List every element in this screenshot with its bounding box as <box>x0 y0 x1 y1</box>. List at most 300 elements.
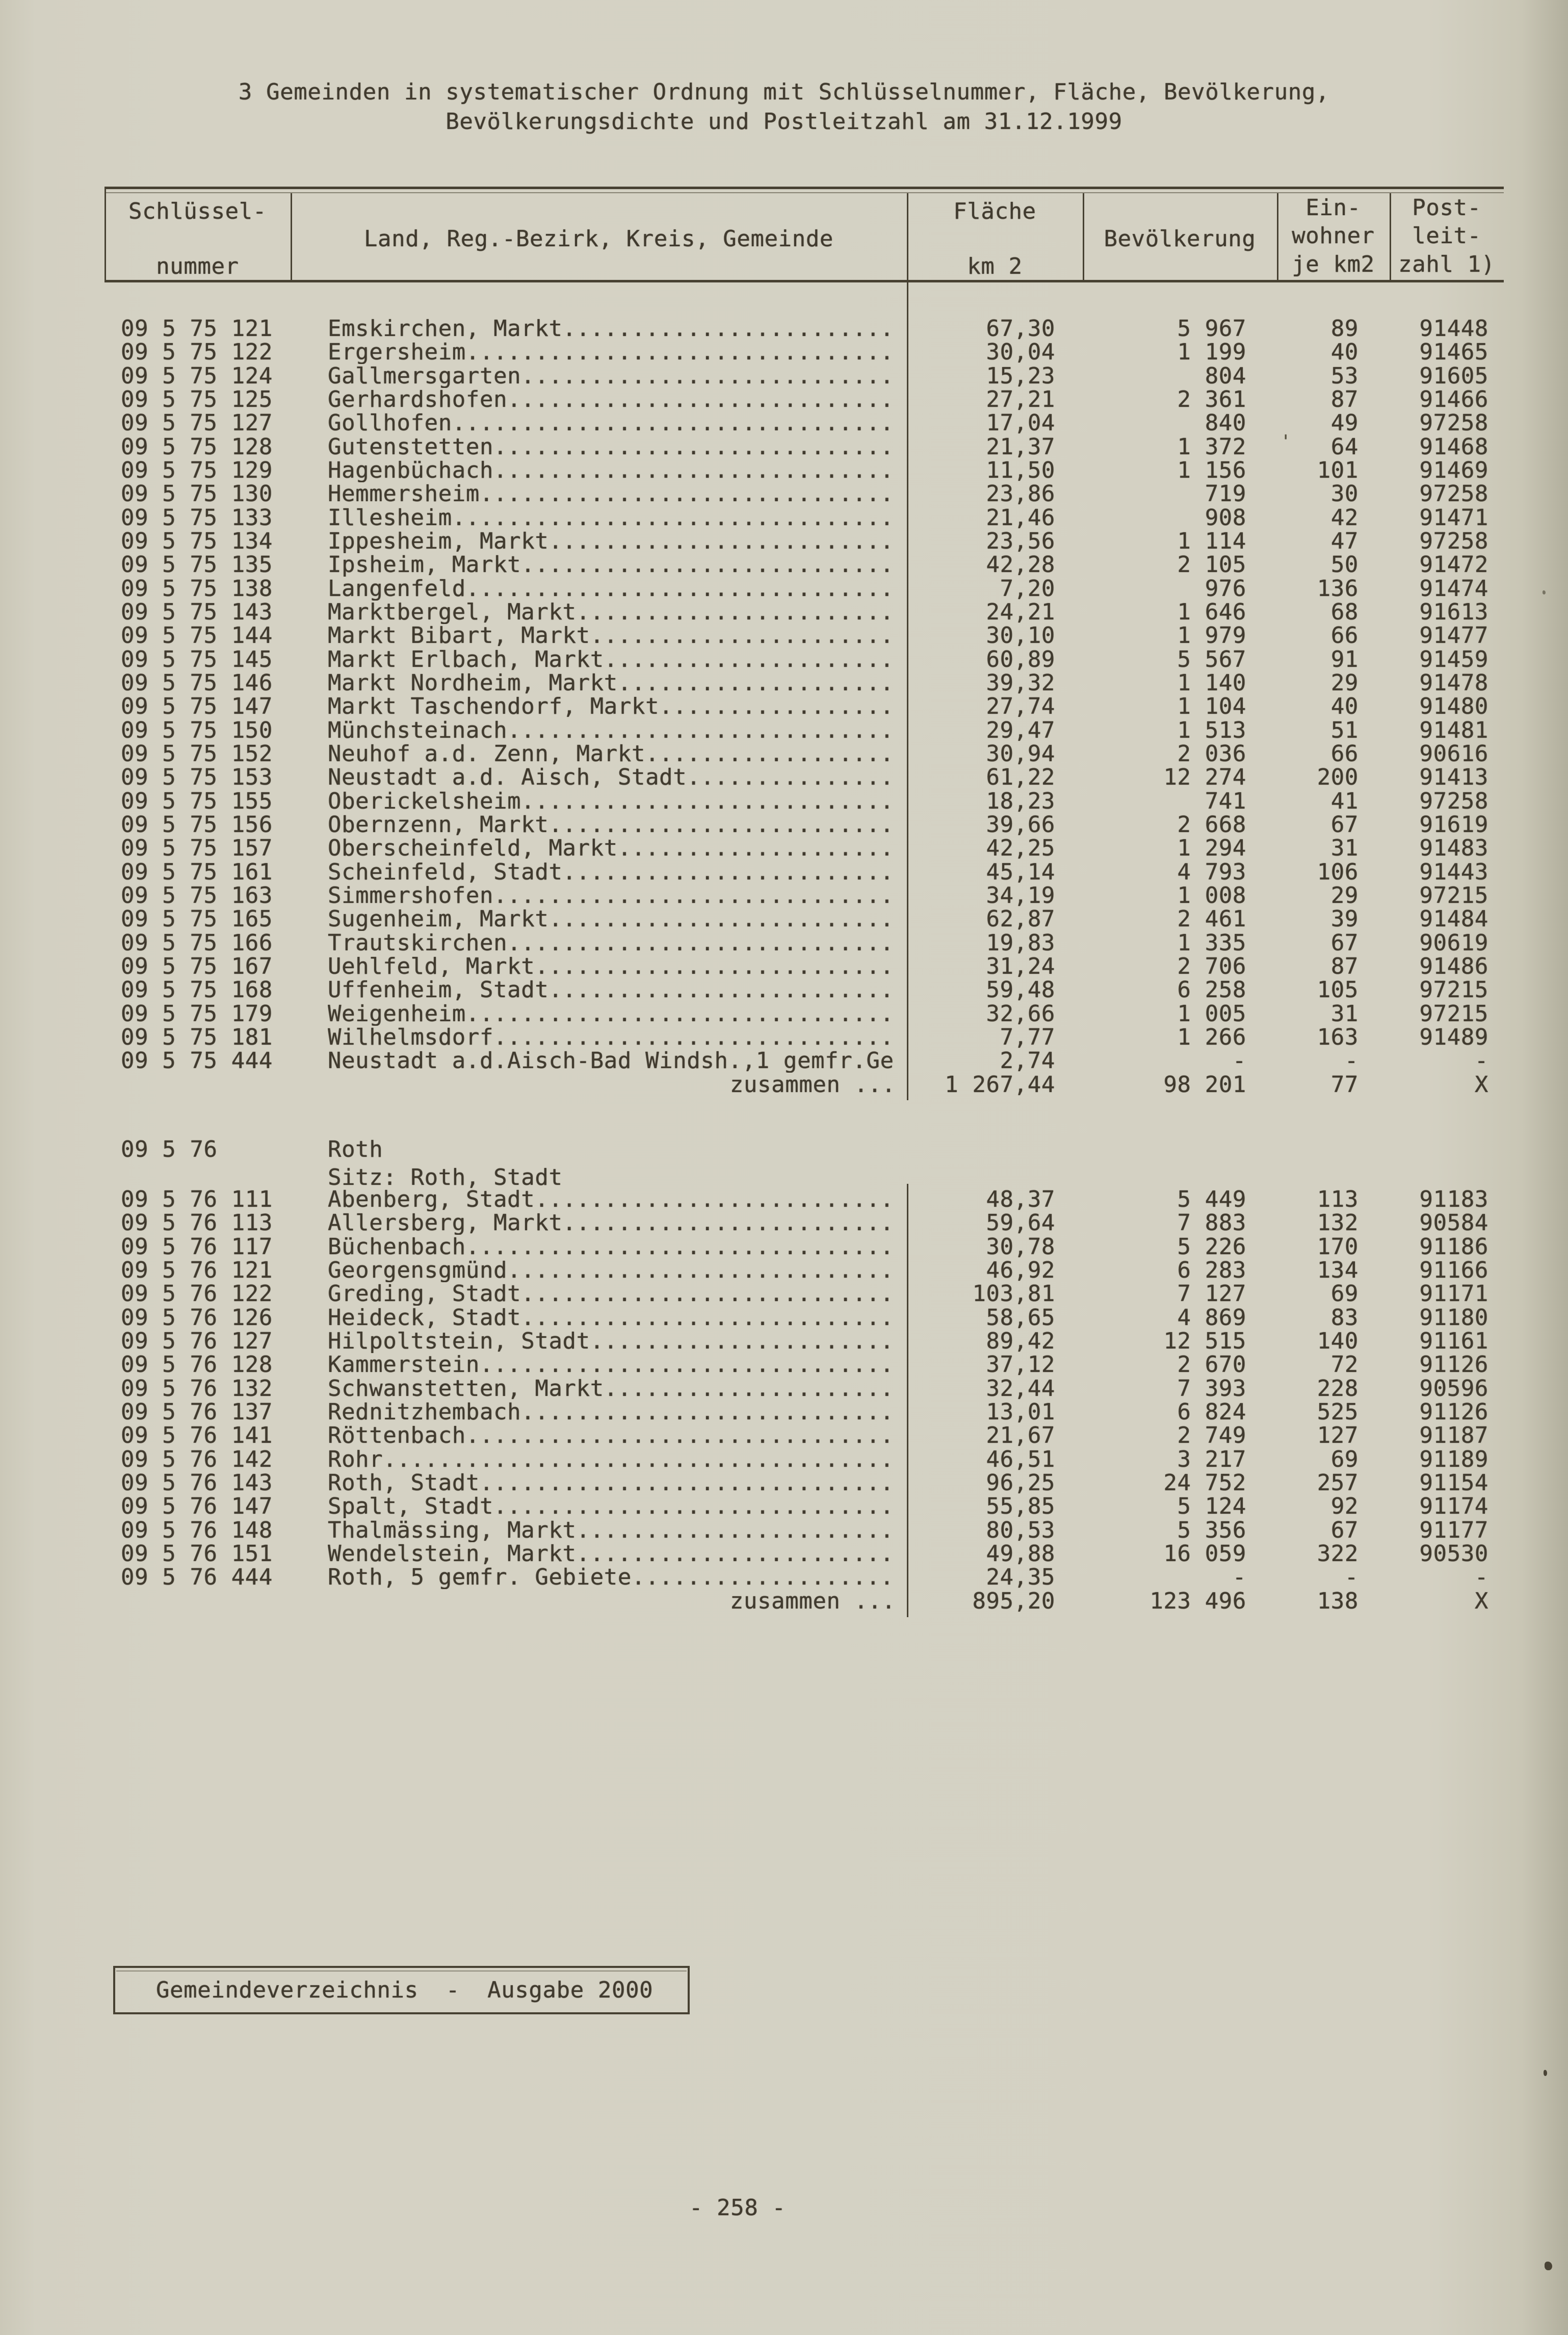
dot-leader <box>507 931 896 955</box>
row-name-cell <box>328 577 896 601</box>
row-key: 09 5 76 444 <box>121 1564 273 1591</box>
row-name-cell <box>328 742 896 766</box>
row-density: 132 <box>1317 1210 1358 1236</box>
row-area-km2: 11,50 <box>986 457 1055 483</box>
table-row <box>0 648 1568 671</box>
row-name-cell <box>328 1211 896 1235</box>
row-name-cell <box>328 601 896 624</box>
municipality-name: Oberickelsheim <box>328 789 521 813</box>
row-name-cell <box>328 1448 896 1471</box>
dot-leader <box>604 1377 896 1400</box>
municipality-name: Markt Bibart, Markt <box>328 624 590 648</box>
municipality-name: Spalt, Stadt <box>328 1495 494 1519</box>
table-row <box>0 1448 1568 1471</box>
table-row <box>0 861 1568 884</box>
row-key: 09 5 75 444 <box>121 1048 273 1074</box>
row-key: 09 5 75 144 <box>121 622 273 649</box>
row-area-km2: 30,04 <box>986 339 1055 366</box>
table-row <box>0 362 1568 389</box>
table-row <box>0 1211 1568 1235</box>
row-population: 719 <box>1205 481 1246 507</box>
row-key: 09 5 76 148 <box>121 1517 273 1543</box>
table-row <box>0 1282 1568 1306</box>
row-density: 87 <box>1330 386 1358 412</box>
dot-leader <box>521 1306 896 1330</box>
row-key: 09 5 75 165 <box>121 906 273 932</box>
row-population: 16 059 <box>1163 1540 1246 1567</box>
municipality-name: Neuhof a.d. Zenn, Markt <box>328 742 646 766</box>
row-population: 1 513 <box>1177 717 1246 743</box>
dot-leader <box>535 955 896 978</box>
dot-leader <box>563 1211 896 1235</box>
row-key: 09 5 76 127 <box>121 1328 273 1354</box>
dot-leader <box>521 1282 896 1306</box>
dot-leader <box>383 1448 896 1471</box>
municipality-name: Schwanstetten, Markt <box>328 1377 604 1400</box>
row-density: 42 <box>1330 504 1358 531</box>
row-population: 123 496 <box>1149 1588 1246 1614</box>
row-name-cell <box>328 719 896 742</box>
row-postal-code: 91413 <box>1419 764 1488 791</box>
row-name-cell <box>328 1471 896 1495</box>
row-key: 09 5 76 137 <box>121 1398 273 1425</box>
row-area-km2: 31,24 <box>986 953 1055 979</box>
table-header-bottom-rule <box>104 280 1504 282</box>
dot-leader <box>507 719 896 742</box>
municipality-name: Rohr <box>328 1447 383 1471</box>
row-density: 89 <box>1330 316 1358 342</box>
dot-leader <box>452 506 896 530</box>
row-density: 91 <box>1330 646 1358 672</box>
row-area-km2: 21,67 <box>986 1422 1055 1449</box>
dot-leader <box>493 1026 896 1049</box>
row-name-cell <box>328 1542 896 1566</box>
row-area-km2: 59,64 <box>986 1210 1055 1236</box>
dot-leader <box>466 1235 896 1259</box>
row-density: 67 <box>1330 929 1358 956</box>
row-key: 09 5 75 161 <box>121 859 273 885</box>
row-area-km2: 23,86 <box>986 481 1055 507</box>
scan-speck <box>1545 2262 1552 2270</box>
row-density: 105 <box>1317 977 1358 1003</box>
row-area-km2: 7,77 <box>1000 1024 1055 1050</box>
row-area-km2: 39,66 <box>986 811 1055 838</box>
col-header-key-line2: nummer <box>156 253 239 279</box>
row-density: 40 <box>1330 693 1358 720</box>
table-row <box>0 577 1568 601</box>
table-total-row <box>0 1590 1568 1613</box>
municipality-name: Neustadt a.d.Aisch-Bad Windsh.,1 gemfr.Ge <box>328 1049 894 1073</box>
municipality-name: Marktbergel, Markt <box>328 600 577 624</box>
municipality-name: Ipsheim, Markt <box>328 553 521 577</box>
municipality-name: Langenfeld <box>328 577 466 601</box>
row-key: 09 5 76 132 <box>121 1375 273 1402</box>
row-area-km2: 46,92 <box>986 1257 1055 1283</box>
row-name-cell <box>328 648 896 671</box>
row-population: 1 266 <box>1177 1024 1246 1050</box>
table-row <box>0 671 1568 695</box>
municipality-name: Uehlfeld, Markt <box>328 954 535 978</box>
municipality-name: Gollhofen <box>328 411 452 435</box>
row-postal-code: 91180 <box>1419 1304 1488 1331</box>
table-row <box>0 1377 1568 1400</box>
dot-leader <box>687 766 896 789</box>
row-key: 09 5 75 143 <box>121 599 273 625</box>
row-density: 51 <box>1330 717 1358 743</box>
row-density: 127 <box>1317 1422 1358 1449</box>
row-postal-code: 97258 <box>1419 788 1488 814</box>
row-name-cell <box>328 1353 896 1377</box>
table-row <box>0 1353 1568 1377</box>
municipality-name: Thalmässing, Markt <box>328 1518 577 1542</box>
table-row <box>0 1471 1568 1495</box>
row-postal-code: 91489 <box>1419 1024 1488 1050</box>
row-area-km2: 103,81 <box>972 1281 1055 1307</box>
table-row <box>0 624 1568 647</box>
dot-leader <box>480 1471 896 1495</box>
section-name: Roth <box>328 1136 383 1162</box>
row-key: 09 5 75 125 <box>121 386 273 412</box>
row-area-km2: 89,42 <box>986 1328 1055 1354</box>
row-area-km2: 895,20 <box>972 1588 1055 1614</box>
table-row <box>0 978 1568 1002</box>
row-density: 30 <box>1330 481 1358 507</box>
row-name-cell <box>328 411 896 435</box>
row-population: 908 <box>1205 504 1246 531</box>
row-population: 5 124 <box>1177 1493 1246 1520</box>
row-postal-code: 91466 <box>1419 386 1488 412</box>
table-row <box>0 931 1568 955</box>
row-population: 2 749 <box>1177 1422 1246 1449</box>
row-density: 92 <box>1330 1493 1358 1520</box>
table-row <box>0 813 1568 837</box>
dot-leader <box>659 695 896 718</box>
row-key: 09 5 75 167 <box>121 953 273 979</box>
row-postal-code: 91477 <box>1419 622 1488 649</box>
row-key: 09 5 75 129 <box>121 457 273 483</box>
row-name-cell <box>328 1377 896 1400</box>
row-density: 163 <box>1317 1024 1358 1050</box>
table-row <box>0 766 1568 789</box>
row-density: 47 <box>1330 528 1358 554</box>
row-postal-code: 90530 <box>1419 1540 1488 1567</box>
dot-leader <box>493 1495 896 1518</box>
row-area-km2: 34,19 <box>986 882 1055 909</box>
row-postal-code: 91171 <box>1419 1281 1488 1307</box>
row-population: - <box>1232 1564 1246 1591</box>
municipality-name: Roth, Stadt <box>328 1471 480 1495</box>
row-population: 6 824 <box>1177 1398 1246 1425</box>
table-header-top-rule-echo <box>104 192 1504 193</box>
row-area-km2: 19,83 <box>986 929 1055 956</box>
row-density: 31 <box>1330 835 1358 862</box>
row-density: 67 <box>1330 1517 1358 1543</box>
row-key: 09 5 75 138 <box>121 575 273 602</box>
dot-leader <box>493 884 896 907</box>
stray-mark-artifact: ' <box>1280 431 1291 452</box>
row-key: 09 5 75 153 <box>121 764 273 791</box>
row-key: 09 5 75 155 <box>121 788 273 814</box>
dot-leader <box>577 1542 896 1566</box>
municipality-name: Obernzenn, Markt <box>328 813 549 837</box>
row-population: 5 967 <box>1177 316 1246 342</box>
municipality-name: Markt Taschendorf, Markt <box>328 695 660 719</box>
municipality-name: Greding, Stadt <box>328 1282 521 1306</box>
dot-leader <box>548 813 896 837</box>
row-key: 09 5 76 151 <box>121 1540 273 1567</box>
row-population: 4 869 <box>1177 1304 1246 1331</box>
row-population: 840 <box>1205 410 1246 436</box>
row-density: 170 <box>1317 1233 1358 1260</box>
row-postal-code: 91486 <box>1419 953 1488 979</box>
table-row <box>0 907 1568 931</box>
row-name-cell <box>328 861 896 884</box>
col-header-density-line1: Ein- <box>1305 195 1361 221</box>
municipality-name: Heideck, Stadt <box>328 1306 521 1330</box>
section-key: 09 5 76 <box>121 1136 218 1162</box>
municipality-name: Illesheim <box>328 506 452 530</box>
row-postal-code: 91472 <box>1419 552 1488 578</box>
row-area-km2: 30,10 <box>986 622 1055 649</box>
row-population: 12 515 <box>1163 1328 1246 1354</box>
row-area-km2: 39,32 <box>986 669 1055 696</box>
row-name-cell <box>328 1188 896 1211</box>
row-postal-code: X <box>1474 1071 1488 1098</box>
row-key: 09 5 75 124 <box>121 362 273 389</box>
row-population: 1 646 <box>1177 599 1246 625</box>
table-row <box>0 695 1568 718</box>
municipality-name: Markt Nordheim, Markt <box>328 671 618 695</box>
row-postal-code: 91605 <box>1419 362 1488 389</box>
row-density: 83 <box>1330 1304 1358 1331</box>
dot-leader <box>894 1049 896 1073</box>
total-label: zusammen ... <box>729 1073 896 1097</box>
col-header-name: Land, Reg.-Bezirk, Kreis, Gemeinde <box>363 226 834 252</box>
row-postal-code: 91186 <box>1419 1233 1488 1260</box>
row-area-km2: 59,48 <box>986 977 1055 1003</box>
row-key: 09 5 75 157 <box>121 835 273 862</box>
dot-leader <box>480 482 896 506</box>
row-density: 322 <box>1317 1540 1358 1567</box>
table-row <box>0 341 1568 364</box>
row-postal-code: 97215 <box>1419 977 1488 1003</box>
row-postal-code: 91613 <box>1419 599 1488 625</box>
row-area-km2: 30,94 <box>986 740 1055 767</box>
row-postal-code: 91484 <box>1419 906 1488 932</box>
row-density: 39 <box>1330 906 1358 932</box>
col-header-postal-line3: zahl 1) <box>1398 251 1495 277</box>
row-density: - <box>1344 1048 1358 1074</box>
row-density: 66 <box>1330 740 1358 767</box>
row-area-km2: 49,88 <box>986 1540 1055 1567</box>
municipality-name: Münchsteinach <box>328 718 508 742</box>
dot-leader <box>632 1566 896 1589</box>
col-header-postal-line2: leit- <box>1412 223 1481 249</box>
dot-leader <box>521 553 896 577</box>
dot-leader <box>548 978 896 1002</box>
col-header-population: Bevölkerung <box>1104 226 1256 252</box>
row-density: 64 <box>1330 433 1358 460</box>
table-row <box>0 553 1568 577</box>
row-key: 09 5 75 121 <box>121 316 273 342</box>
body-column-divider <box>907 281 908 1100</box>
table-row <box>0 1400 1568 1424</box>
row-name-cell <box>328 695 896 718</box>
row-name-cell <box>328 1424 896 1447</box>
dot-leader <box>548 530 896 553</box>
row-density: 50 <box>1330 552 1358 578</box>
row-name-cell <box>328 1002 896 1026</box>
row-key: 09 5 75 130 <box>121 481 273 507</box>
municipality-name: Ippesheim, Markt <box>328 529 549 553</box>
table-row <box>0 1188 1568 1211</box>
municipality-name: Hemmersheim <box>328 482 480 506</box>
row-name-cell <box>328 884 896 907</box>
municipality-name: Gerhardshofen <box>328 387 508 411</box>
row-population: 1 199 <box>1177 339 1246 366</box>
row-key: 09 5 75 166 <box>121 929 273 956</box>
table-row <box>0 1542 1568 1566</box>
row-density: 101 <box>1317 457 1358 483</box>
col-header-density-line3: je km2 <box>1292 251 1375 277</box>
row-area-km2: 24,35 <box>986 1564 1055 1591</box>
row-population: 1 104 <box>1177 693 1246 720</box>
row-area-km2: 80,53 <box>986 1517 1055 1543</box>
row-name-cell <box>328 435 896 459</box>
row-population: 5 567 <box>1177 646 1246 672</box>
dot-leader <box>618 671 896 695</box>
row-population: 4 793 <box>1177 859 1246 885</box>
col-header-key-line1: Schlüssel- <box>128 198 267 224</box>
row-density: 228 <box>1317 1375 1358 1402</box>
row-area-km2: 30,78 <box>986 1233 1055 1260</box>
footer-edition-box <box>113 1966 690 2014</box>
dot-leader <box>493 435 896 459</box>
row-key: 09 5 76 142 <box>121 1446 273 1472</box>
row-density: 67 <box>1330 811 1358 838</box>
body-column-divider <box>907 1184 908 1617</box>
row-key: 09 5 75 147 <box>121 693 273 720</box>
row-postal-code: 91619 <box>1419 811 1488 838</box>
row-postal-code: 91480 <box>1419 693 1488 720</box>
table-row <box>0 530 1568 553</box>
row-postal-code: 91448 <box>1419 316 1488 342</box>
row-population: 5 449 <box>1177 1186 1246 1212</box>
row-postal-code: 91469 <box>1419 457 1488 483</box>
row-key: 09 5 75 146 <box>121 669 273 696</box>
municipality-name: Wilhelmsdorf <box>328 1025 494 1049</box>
table-row <box>0 1519 1568 1542</box>
row-population: 6 258 <box>1177 977 1246 1003</box>
municipality-name: Hilpoltstein, Stadt <box>328 1329 590 1353</box>
municipality-name: Oberscheinfeld, Markt <box>328 837 618 861</box>
row-key: 09 5 75 127 <box>121 410 273 436</box>
table-row <box>0 388 1568 411</box>
row-area-km2: 18,23 <box>986 788 1055 814</box>
table-row <box>0 1002 1568 1026</box>
table-row <box>0 1566 1568 1589</box>
row-density: - <box>1344 1564 1358 1591</box>
table-header-top-rule <box>104 187 1504 189</box>
table-row <box>0 411 1568 435</box>
row-key: 09 5 76 143 <box>121 1469 273 1496</box>
row-postal-code: - <box>1474 1048 1488 1074</box>
row-population: 5 356 <box>1177 1517 1246 1543</box>
dot-leader <box>480 1353 896 1377</box>
row-population: 5 226 <box>1177 1233 1246 1260</box>
row-population: - <box>1232 1048 1246 1074</box>
dot-leader <box>466 577 896 601</box>
row-area-km2: 32,66 <box>986 1000 1055 1027</box>
municipality-name: Uffenheim, Stadt <box>328 978 549 1002</box>
row-population: 6 283 <box>1177 1257 1246 1283</box>
table-row <box>0 1495 1568 1518</box>
row-key: 09 5 76 141 <box>121 1422 273 1449</box>
row-area-km2: 27,74 <box>986 693 1055 720</box>
row-postal-code: 91459 <box>1419 646 1488 672</box>
row-area-km2: 7,20 <box>1000 575 1055 602</box>
row-population: 7 127 <box>1177 1281 1246 1307</box>
row-name-cell <box>328 530 896 553</box>
row-name-cell <box>328 1282 896 1306</box>
row-name-cell <box>328 813 896 837</box>
row-name-cell <box>328 978 896 1002</box>
row-density: 29 <box>1330 882 1358 909</box>
row-name-cell <box>328 766 896 789</box>
dot-leader <box>493 459 896 482</box>
row-population: 1 372 <box>1177 433 1246 460</box>
municipality-name: Emskirchen, Markt <box>328 317 563 341</box>
row-area-km2: 13,01 <box>986 1398 1055 1425</box>
municipality-name: Röttenbach <box>328 1424 466 1448</box>
dot-leader <box>507 388 896 411</box>
row-population: 2 706 <box>1177 953 1246 979</box>
row-postal-code: 91189 <box>1419 1446 1488 1472</box>
row-name-cell <box>328 1049 896 1073</box>
table-row <box>0 719 1568 742</box>
row-area-km2: 55,85 <box>986 1493 1055 1520</box>
dot-leader <box>618 837 896 860</box>
row-key: 09 5 75 128 <box>121 433 273 460</box>
row-area-km2: 24,21 <box>986 599 1055 625</box>
row-postal-code: 91443 <box>1419 859 1488 885</box>
dot-leader <box>452 411 896 435</box>
row-postal-code: 91474 <box>1419 575 1488 602</box>
row-key: 09 5 75 135 <box>121 552 273 578</box>
row-name-cell <box>328 317 896 341</box>
municipality-name: Neustadt a.d. Aisch, Stadt <box>328 766 687 790</box>
row-area-km2: 46,51 <box>986 1446 1055 1472</box>
row-area-km2: 58,65 <box>986 1304 1055 1331</box>
row-area-km2: 60,89 <box>986 646 1055 672</box>
row-key: 09 5 75 152 <box>121 740 273 767</box>
col-header-area-line2: km 2 <box>967 253 1023 279</box>
row-density: 134 <box>1317 1257 1358 1283</box>
row-name-cell <box>328 955 896 978</box>
row-population: 2 670 <box>1177 1352 1246 1378</box>
row-name-cell <box>328 459 896 482</box>
row-density: 140 <box>1317 1328 1358 1354</box>
row-population: 2 361 <box>1177 386 1246 412</box>
row-key: 09 5 76 126 <box>121 1304 273 1331</box>
row-postal-code: 97258 <box>1419 410 1488 436</box>
dot-leader <box>563 317 896 341</box>
row-population: 12 274 <box>1163 764 1246 791</box>
scan-speck <box>1543 590 1546 594</box>
row-population: 804 <box>1205 362 1246 389</box>
row-population: 1 156 <box>1177 457 1246 483</box>
dot-leader <box>521 1400 896 1424</box>
